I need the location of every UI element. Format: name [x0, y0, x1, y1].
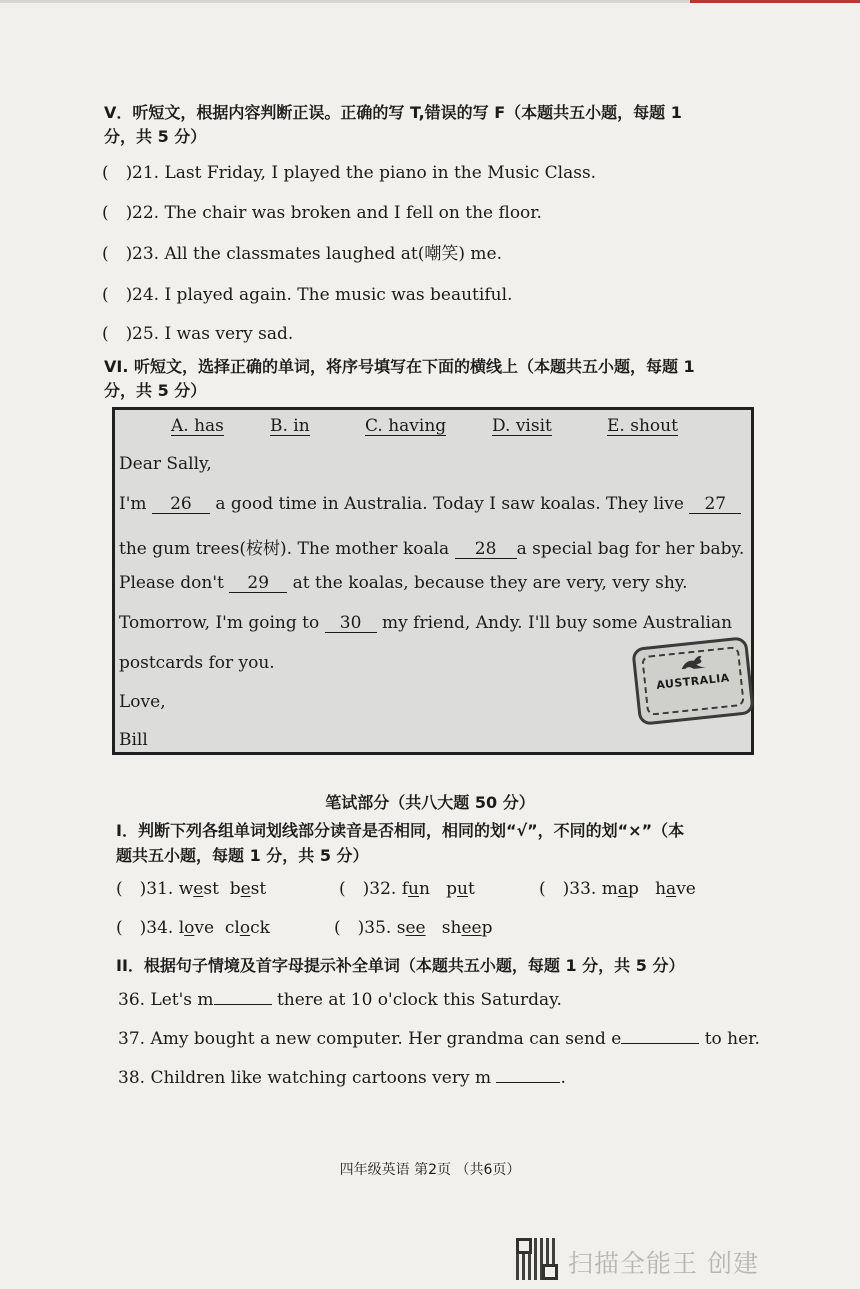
letter-line-1: I'm 26 a good time in Australia. Today I saw koalas. They live 27 [119, 494, 741, 514]
answer-paren-34[interactable]: ( ) [116, 918, 147, 938]
option-c: C. having [365, 416, 447, 436]
question-21: ( )21. Last Friday, I played the piano in the Music Class. [102, 158, 596, 183]
answer-paren-25[interactable]: ( ) [102, 324, 133, 344]
section5-title-line1: V．听短文，根据内容判断正误。正确的写 T,错误的写 F（本题共五小题，每题 1 [104, 103, 682, 122]
answer-paren-32[interactable]: ( ) [339, 879, 370, 899]
letter-line-2: the gum trees(桉树). The mother koala 28 a special bag for her baby. [119, 539, 745, 559]
kangaroo-icon [677, 651, 709, 672]
answer-paren-33[interactable]: ( ) [539, 879, 570, 899]
option-a: A. has [171, 416, 224, 436]
blank-37[interactable] [621, 1043, 699, 1044]
answer-paren-31[interactable]: ( ) [116, 879, 147, 899]
question-22: ( )22. The chair was broken and I fell on the floor. [102, 198, 542, 223]
answer-paren-24[interactable]: ( ) [102, 285, 133, 305]
question-37: 37. Amy bought a new computer. Her grandma can send e to her. [118, 1029, 760, 1049]
page-footer: 四年级英语 第2页 （共6页） [339, 1162, 521, 1178]
letter-closing: Love, [119, 692, 166, 712]
section1-title-line1: I．判断下列各组单词划线部分读音是否相同，相同的划“√”，不同的划“×”（本 [116, 821, 685, 840]
blank-26[interactable]: 26 [152, 495, 210, 514]
answer-paren-22[interactable]: ( ) [102, 203, 133, 223]
letter-box [112, 407, 754, 755]
section6-title-line1: VI. 听短文，选择正确的单词，将序号填写在下面的横线上（本题共五小题，每题 1 [104, 357, 695, 376]
answer-paren-23[interactable]: ( ) [102, 244, 133, 264]
option-d: D. visit [492, 416, 552, 436]
blank-30[interactable]: 30 [325, 614, 377, 633]
question-35: ( )35. see sheep [334, 918, 493, 938]
section2-title: II．根据句子情境及首字母提示补全单词（本题共五小题，每题 1 分，共 5 分） [116, 956, 685, 975]
option-e: E. shout [607, 416, 678, 436]
question-25: ( )25. I was very sad. [102, 319, 293, 344]
scanner-watermark: 扫描全能王 创建 [568, 1249, 759, 1278]
letter-signature: Bill [119, 730, 148, 750]
letter-line-3: Please don't 29 at the koalas, because they are very, very shy. [119, 573, 688, 593]
question-31: ( )31. west best [116, 879, 267, 899]
blank-36[interactable] [214, 1004, 272, 1005]
question-38: 38. Children like watching cartoons very m . [118, 1068, 566, 1088]
section1-title-line2: 题共五小题，每题 1 分，共 5 分） [116, 846, 369, 865]
answer-paren-35[interactable]: ( ) [334, 918, 365, 938]
question-33: ( )33. map have [539, 879, 696, 899]
question-24: ( )24. I played again. The music was beautiful. [102, 280, 512, 305]
option-b: B. in [270, 416, 310, 436]
answer-paren-21[interactable]: ( ) [102, 163, 133, 183]
question-36: 36. Let's m there at 10 o'clock this Saturday. [118, 990, 562, 1010]
blank-27[interactable]: 27 [689, 495, 741, 514]
question-32: ( )32. fun put [339, 879, 475, 899]
question-34: ( )34. love clock [116, 918, 270, 938]
australia-stamp-icon: AUSTRALIA [631, 636, 755, 726]
question-23: ( )23. All the classmates laughed at(嘲笑) me. [102, 239, 502, 264]
letter-line-4: Tomorrow, I'm going to 30 my friend, Andy. I'll buy some Australian [119, 613, 733, 633]
section5-title-line2: 分，共 5 分） [104, 127, 207, 146]
section6-title-line2: 分，共 5 分） [104, 381, 207, 400]
letter-greeting: Dear Sally, [119, 454, 212, 474]
blank-28[interactable]: 28 [455, 540, 517, 559]
written-part-title: 笔试部分（共八大题 50 分） [325, 793, 535, 812]
qr-code-icon [516, 1238, 558, 1280]
blank-29[interactable]: 29 [229, 574, 287, 593]
top-edge-accent [690, 0, 860, 3]
letter-line-5: postcards for you. [119, 653, 275, 673]
blank-38[interactable] [496, 1082, 560, 1083]
